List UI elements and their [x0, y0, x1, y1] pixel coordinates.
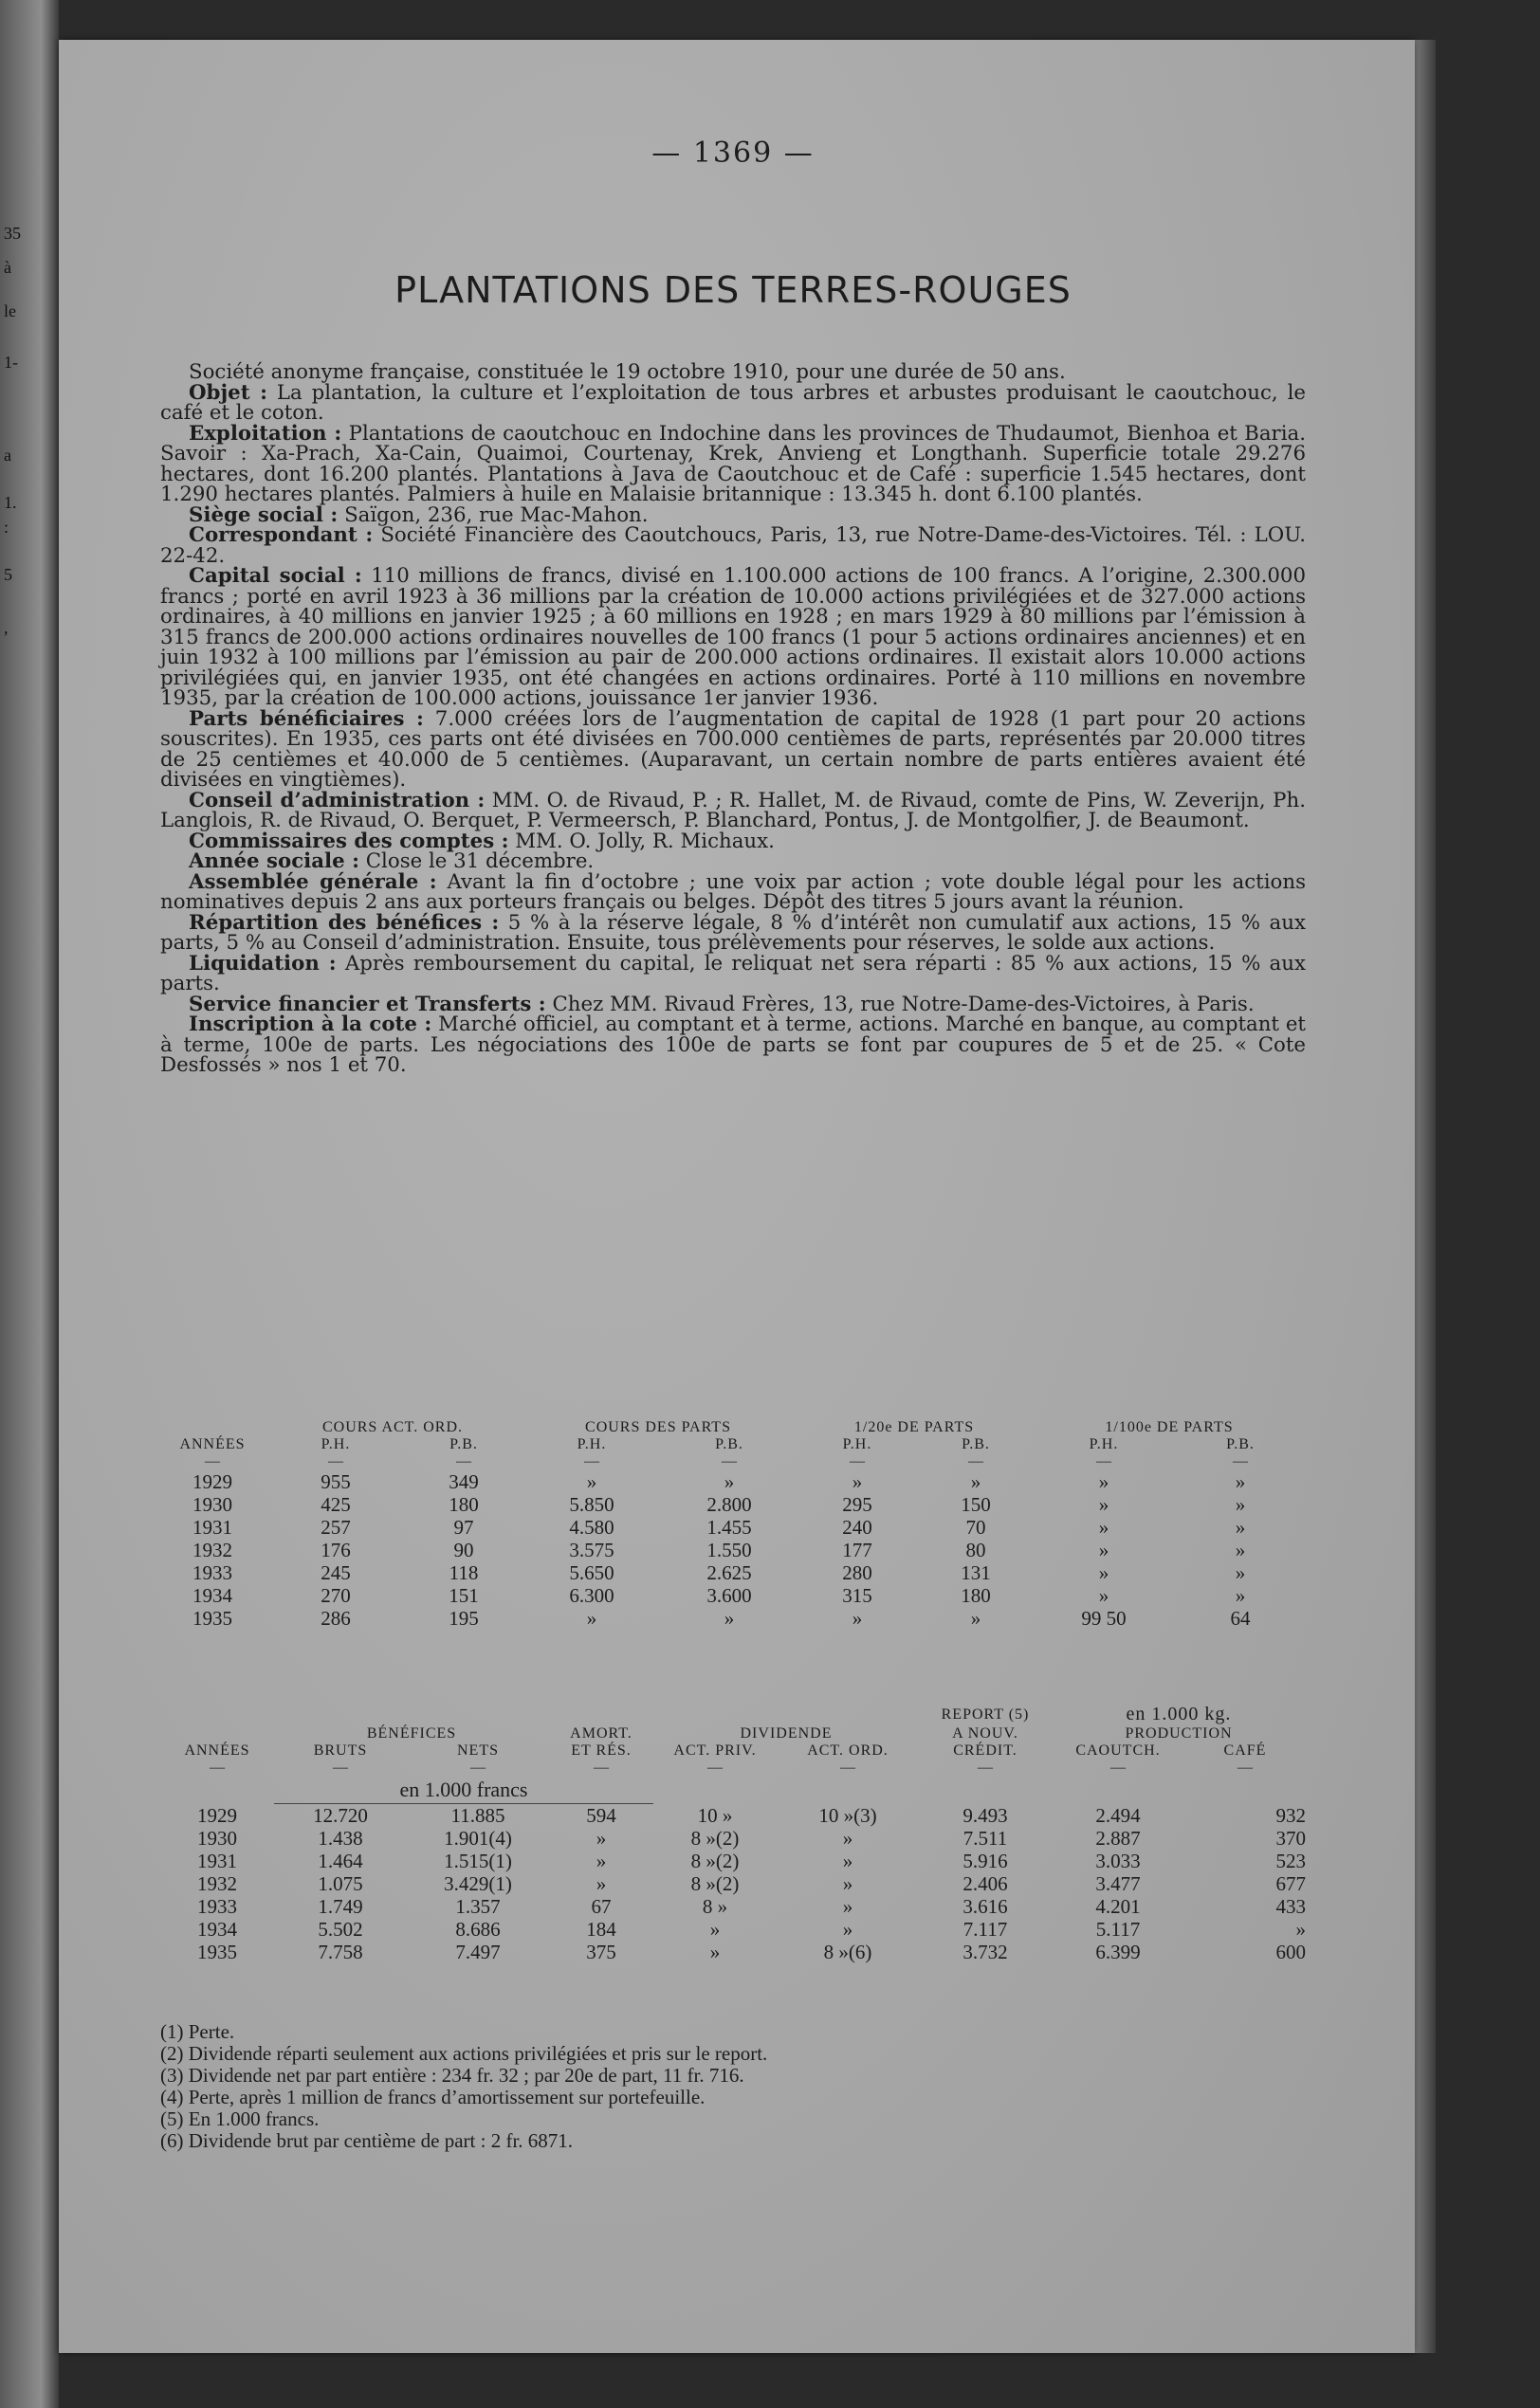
column-header: ANNÉES	[179, 1436, 246, 1452]
table-cell: »	[852, 1470, 863, 1493]
table-cell: 177	[842, 1539, 872, 1561]
table-cell: 1.749	[318, 1895, 363, 1918]
table-cell: 1.455	[706, 1516, 752, 1539]
table-cell: 3.429(1)	[444, 1872, 512, 1895]
column-group-header: DIVIDENDE	[740, 1725, 833, 1742]
column-header: P.H.	[577, 1436, 607, 1452]
table-cell: »	[842, 1850, 853, 1872]
table-cell: »	[1235, 1470, 1246, 1493]
table-row	[160, 1872, 1306, 1895]
dash: —	[210, 1760, 225, 1776]
table-row	[160, 1895, 1306, 1918]
table-cell: 7.511	[962, 1827, 1008, 1850]
table-cell: »	[970, 1470, 981, 1493]
prev-page-fragment: 35	[4, 224, 21, 243]
table-row	[160, 1827, 1306, 1850]
column-group-header: 1/20e DE PARTS	[853, 1419, 975, 1435]
page-edge-shadow	[1415, 40, 1436, 2353]
table-cell: 150	[961, 1493, 991, 1516]
table-cell: 3.575	[569, 1539, 614, 1561]
table-cell: 932	[1275, 1803, 1306, 1827]
table-cell: »	[842, 1827, 853, 1850]
table-cell: 2.406	[962, 1872, 1008, 1895]
table-cell: »	[586, 1470, 597, 1493]
table-cell: 3.616	[962, 1895, 1008, 1918]
table-cell: 1930	[197, 1827, 237, 1850]
column-group-header: BÉNÉFICES	[366, 1725, 457, 1742]
dash: —	[722, 1453, 737, 1469]
table-cell: 1.075	[318, 1872, 363, 1895]
column-header: P.H.	[321, 1436, 351, 1452]
paragraph-service-financier: Service financier et Transferts : Chez MM. Rivaud Frères, 13, rue Notre-Dame-des-Victoires, à Paris.	[189, 992, 1255, 1016]
table-cell: 1929	[192, 1470, 232, 1493]
table-row	[160, 1470, 1306, 1493]
page-title: PLANTATIONS DES TERRES-ROUGES	[394, 269, 1072, 311]
table-cell: 433	[1275, 1895, 1306, 1918]
table-cell: 80	[965, 1539, 986, 1561]
table-cell: 3.732	[962, 1941, 1008, 1963]
share-price-table	[160, 1419, 1306, 1630]
table-row	[160, 1850, 1306, 1872]
table-cell: 4.201	[1095, 1895, 1141, 1918]
table-cell: 8 »(2)	[690, 1872, 740, 1895]
table-cell: 10 »	[697, 1803, 733, 1827]
paragraph-objet: Objet : La plantation, la culture et l’exploitation de tous arbres et arbustes produisant le caoutchouc, le café et le coton.	[160, 380, 1306, 425]
column-group-header: AMORT.	[570, 1725, 632, 1742]
table-cell: 131	[961, 1561, 991, 1584]
prev-page-fragment: 5	[4, 565, 12, 584]
table-cell: 1932	[192, 1539, 232, 1561]
paragraph-conseil: Conseil d’administration : MM. O. de Rivaud, P. ; R. Hallet, M. de Rivaud, comte de Pins, W. Zeverijn, Ph. Langlois, R. de Rivaud, O. Berquet, P. Vermeersch, P. Blanchard, Pontus, J. de Montgolfier, J. de Beaumont.	[160, 788, 1306, 832]
table-dash-row	[160, 1453, 1306, 1470]
table-cell: »	[842, 1918, 853, 1941]
table-cell: 2.625	[706, 1561, 752, 1584]
table-row	[160, 1516, 1306, 1539]
table-cell: 677	[1275, 1872, 1306, 1895]
table-cell: 955	[321, 1470, 351, 1493]
footnote: (6) Dividende brut par centième de part : 2 fr. 6871.	[160, 2129, 574, 2152]
table-cell: 3.477	[1095, 1872, 1141, 1895]
prev-page-fragment: 1-	[4, 353, 18, 372]
table-cell: 370	[1275, 1827, 1306, 1850]
paragraph-liquidation: Liquidation : Après remboursement du capital, le reliquat net sera réparti : 85 % aux actions, 15 % aux parts.	[160, 951, 1306, 995]
prev-page-fragment: le	[4, 301, 16, 320]
table-cell: 5.502	[318, 1918, 363, 1941]
table-cell: 1933	[192, 1561, 232, 1584]
table-cell: 7.758	[318, 1941, 363, 1963]
table-cell: »	[852, 1607, 863, 1630]
column-top-header: en 1.000 kg.	[1126, 1704, 1232, 1724]
dash: —	[333, 1760, 348, 1776]
column-header: P.H.	[842, 1436, 872, 1452]
table-cell: 1.357	[455, 1895, 501, 1918]
table-cell: 151	[449, 1584, 479, 1607]
table-cell: 2.800	[706, 1493, 752, 1516]
table-cell: »	[1098, 1584, 1109, 1607]
table-cell: 3.600	[706, 1584, 752, 1607]
table-cell: »	[842, 1895, 853, 1918]
table-row	[160, 1804, 1306, 1828]
column-group-header: COURS DES PARTS	[585, 1419, 731, 1435]
dash: —	[968, 1453, 983, 1469]
column-header: P.B.	[962, 1436, 990, 1452]
table-cell: 523	[1275, 1850, 1306, 1872]
dash: —	[707, 1760, 723, 1776]
table-cell: 425	[321, 1493, 351, 1516]
column-header: BRUTS	[313, 1742, 368, 1759]
table-cell: 180	[449, 1493, 479, 1516]
table-cell: 195	[449, 1607, 479, 1630]
table-dash-row	[160, 1760, 1306, 1777]
column-group-header: COURS ACT. ORD.	[321, 1419, 464, 1435]
column-top-header: REPORT (5)	[941, 1706, 1030, 1723]
table-cell: »	[842, 1872, 853, 1895]
table-cell: 1.464	[318, 1850, 363, 1872]
share-price-rows	[160, 1470, 1306, 1630]
column-header: ACT. PRIV.	[673, 1742, 757, 1759]
table-cell: 1930	[192, 1493, 232, 1516]
table-cell: 280	[842, 1561, 872, 1584]
table-cell: 5.916	[962, 1850, 1008, 1872]
dash: —	[1110, 1760, 1126, 1776]
paragraph-correspondant: Correspondant : Société Financière des Caoutchoucs, Paris, 13, rue Notre-Dame-des-Victoires. Tél. : LOU. 22-42.	[160, 523, 1306, 568]
page-number: — 1369 —	[651, 137, 815, 170]
table-cell: »	[709, 1918, 721, 1941]
table-row	[160, 1561, 1306, 1584]
table-cell: »	[596, 1850, 607, 1872]
dash: —	[584, 1453, 599, 1469]
table-cell: »	[1235, 1561, 1246, 1584]
table-cell: 70	[965, 1516, 986, 1539]
table-cell: 1931	[192, 1516, 232, 1539]
column-header: CAOUTCH.	[1075, 1742, 1161, 1759]
table-cell: 295	[842, 1493, 872, 1516]
table-cell: »	[1098, 1561, 1109, 1584]
dash: —	[1238, 1760, 1253, 1776]
column-header: ACT. ORD.	[807, 1742, 889, 1759]
table-cell: 1934	[197, 1918, 237, 1941]
column-header: P.B.	[715, 1436, 743, 1452]
table-cell: »	[1098, 1493, 1109, 1516]
table-cell: 600	[1275, 1941, 1306, 1963]
table-cell: »	[1235, 1516, 1246, 1539]
table-cell: 1932	[197, 1872, 237, 1895]
table-cell: »	[1235, 1493, 1246, 1516]
table-cell: »	[1235, 1539, 1246, 1561]
table-cell: »	[1098, 1470, 1109, 1493]
column-header: P.B.	[449, 1436, 478, 1452]
table-cell: 1929	[197, 1803, 237, 1827]
table-cell: 64	[1230, 1607, 1251, 1630]
table-cell: 3.033	[1095, 1850, 1141, 1872]
table-cell: 349	[449, 1470, 479, 1493]
column-header: P.B.	[1226, 1436, 1255, 1452]
table-cell: »	[596, 1872, 607, 1895]
paragraph-parts-beneficiaires: Parts bénéficiaires : 7.000 créées lors de l’augmentation de capital de 1928 (1 part pour 20 actions souscrites). En 1935, ces parts ont été divisées en 700.000 centièmes de parts, représentés par 20.000 titres de 25 centièmes et 40.000 de 5 centièmes. (Auparavant, un certain nombre de parts entières avaient été divisées en vingtièmes).	[160, 706, 1306, 792]
table-cell: 270	[321, 1584, 351, 1607]
table-top-header-row	[160, 1704, 1306, 1725]
table-cell: »	[724, 1607, 735, 1630]
table-cell: 375	[586, 1941, 616, 1963]
table-cell: 184	[586, 1918, 616, 1941]
table-row	[160, 1918, 1306, 1941]
footnote: (5) En 1.000 francs.	[160, 2107, 320, 2130]
column-header: P.H.	[1089, 1436, 1119, 1452]
prev-page-fragment: ,	[4, 618, 9, 637]
table-cell: 8 »	[702, 1895, 728, 1918]
table-cell: 1.901(4)	[444, 1827, 512, 1850]
company-description	[160, 362, 1306, 1076]
table-cell: »	[1295, 1918, 1306, 1941]
column-header: CAFÉ	[1223, 1742, 1267, 1759]
table-cell: 11.885	[450, 1804, 505, 1827]
dash: —	[470, 1760, 486, 1776]
footnote: (1) Perte.	[160, 2020, 235, 2043]
table-group-header-row	[160, 1725, 1306, 1742]
table-cell: 7.497	[455, 1941, 501, 1963]
table-row	[160, 1584, 1306, 1607]
table-cell: 5.650	[569, 1561, 614, 1584]
table-cell: »	[1098, 1516, 1109, 1539]
table-cell: 1.550	[706, 1539, 752, 1561]
table-cell: 1933	[197, 1895, 237, 1918]
previous-page-edge	[0, 0, 59, 2408]
footnote: (2) Dividende réparti seulement aux actions privilégiées et pris sur le report.	[160, 2042, 768, 2065]
unit-label-row	[160, 1777, 1306, 1804]
table-cell: 176	[321, 1539, 351, 1561]
table-cell: »	[970, 1607, 981, 1630]
results-table	[160, 1704, 1306, 1963]
table-cell: 257	[321, 1516, 351, 1539]
table-cell: 6.399	[1095, 1941, 1141, 1963]
prev-page-fragment: 1.	[4, 493, 17, 512]
table-cell: 9.493	[962, 1803, 1008, 1827]
table-cell: 12.720	[313, 1804, 368, 1827]
table-cell: 180	[961, 1584, 991, 1607]
table-cell: 594	[586, 1804, 616, 1827]
table-cell: 1935	[192, 1607, 232, 1630]
table-cell: 6.300	[569, 1584, 614, 1607]
results-rows	[160, 1804, 1306, 1964]
prev-page-fragment: à	[4, 258, 11, 277]
paragraph-assemblee: Assemblée générale : Avant la fin d’octobre ; une voix par action ; vote double légal pour les actions nominatives depuis 2 ans aux porteurs français ou belges. Dépôt des titres 5 jours avant la réunion.	[160, 869, 1306, 914]
table-sub-header-row	[160, 1436, 1306, 1453]
table-cell: 97	[453, 1516, 474, 1539]
table-cell: 10 »(3)	[818, 1803, 877, 1827]
column-group-header: 1/100e DE PARTS	[1105, 1419, 1234, 1435]
table-row	[160, 1539, 1306, 1561]
table-cell: 1935	[197, 1941, 237, 1963]
column-header: CRÉDIT.	[953, 1742, 1018, 1759]
table-cell: 2.887	[1095, 1827, 1141, 1850]
table-cell: »	[724, 1470, 735, 1493]
table-cell: »	[1098, 1539, 1109, 1561]
footnote: (3) Dividende net par part entière : 234 fr. 32 ; par 20e de part, 11 fr. 716.	[160, 2064, 744, 2087]
table-cell: 8 »(6)	[823, 1941, 872, 1963]
paragraph-commissaires: Commissaires des comptes : MM. O. Jolly, R. Michaux.	[189, 829, 775, 853]
table-cell: 99 50	[1081, 1607, 1127, 1630]
table-cell: 1.438	[318, 1827, 363, 1850]
dash: —	[850, 1453, 865, 1469]
dash: —	[1096, 1453, 1111, 1469]
table-cell: 118	[449, 1561, 479, 1584]
table-cell: 8 »(2)	[690, 1850, 740, 1872]
table-cell: 8 »(2)	[690, 1827, 740, 1850]
column-header: NETS	[457, 1742, 499, 1759]
table-cell: 4.580	[569, 1516, 614, 1539]
dash: —	[456, 1453, 471, 1469]
paragraph-exploitation: Exploitation : Plantations de caoutchouc en Indochine dans les provinces de Thudaumot, Bienhoa et Baria. Savoir : Xa-Prach, Xa-Cain, Quaimoi, Courtenay, Krek, Anvieng et Longthanh. Superficie totale 29.276 hectares, dont 16.200 plantés. Plantations à Java de Caoutchouc et de Café : superficie 1.545 hectares, dont 1.290 hectares plantés. Palmiers à huile en Malaisie britannique : 13.345 h. dont 6.100 plantés.	[160, 421, 1306, 506]
table-row	[160, 1493, 1306, 1516]
table-cell: 2.494	[1095, 1803, 1141, 1827]
paragraph-capital-social: Capital social : 110 millions de francs, divisé en 1.100.000 actions de 100 francs. A l’origine, 2.300.000 francs ; porté en avril 1923 à 36 millions par la création de 10.000 actions privilégiées et de 327.000 actions ordinaires, à 40 millions en janvier 1925 ; à 60 millions en 1928 ; en mars 1929 à 80 millions par l’émission à 315 francs de 200.000 actions ordinaires nouvelles de 100 francs (1 pour 5 actions ordinaires anciennes) et en juin 1932 à 100 millions par l’émission au pair de 200.000 actions ordinaires. Il existait alors 10.000 actions privilégiées qui, en janvier 1935, ont été changées en actions ordinaires. Porté à 110 millions en novembre 1935, par la création de 100.000 actions, jouissance 1er janvier 1936.	[160, 564, 1306, 710]
column-group-header: PRODUCTION	[1125, 1725, 1233, 1742]
dash: —	[978, 1760, 993, 1776]
column-header: ET RÉS.	[571, 1742, 632, 1759]
table-cell: 286	[321, 1607, 351, 1630]
paragraph-annee-sociale: Année sociale : Close le 31 décembre.	[189, 849, 595, 873]
dash: —	[1233, 1453, 1248, 1469]
table-cell: 240	[842, 1516, 872, 1539]
table-cell: 1934	[192, 1584, 232, 1607]
table-cell: 5.117	[1095, 1918, 1141, 1941]
table-sub-header-row	[160, 1742, 1306, 1760]
table-cell: 8.686	[455, 1918, 501, 1941]
table-cell: 1931	[197, 1850, 237, 1872]
column-group-header: A NOUV.	[952, 1725, 1018, 1742]
table-cell: »	[1235, 1584, 1246, 1607]
footnote: (4) Perte, après 1 million de francs d’amortissement sur portefeuille.	[160, 2086, 706, 2108]
table-row	[160, 1607, 1306, 1630]
document-page	[59, 40, 1415, 2353]
unit-label: en 1.000 francs	[274, 1777, 653, 1804]
dash: —	[840, 1760, 855, 1776]
table-row	[160, 1941, 1306, 1963]
table-cell: 7.117	[962, 1918, 1008, 1941]
table-cell: 67	[591, 1895, 612, 1918]
prev-page-fragment: a	[4, 446, 11, 465]
dash: —	[328, 1453, 343, 1469]
paragraph-intro: Société anonyme française, constituée le 19 octobre 1910, pour une durée de 50 ans.	[189, 360, 1066, 384]
dash: —	[205, 1453, 220, 1469]
table-cell: 315	[842, 1584, 872, 1607]
table-cell: »	[586, 1607, 597, 1630]
table-cell: »	[596, 1827, 607, 1850]
table-cell: 5.850	[569, 1493, 614, 1516]
column-header: ANNÉES	[184, 1742, 250, 1759]
paragraph-repartition: Répartition des bénéfices : 5 % à la réserve légale, 8 % d’intérêt non cumulatif aux actions, 15 % aux parts, 5 % au Conseil d’administration. Ensuite, tous prélèvements pour réserves, le solde aux actions.	[160, 910, 1306, 955]
table-cell: 245	[321, 1561, 351, 1584]
table-cell: 90	[453, 1539, 474, 1561]
table-cell: 1.515(1)	[444, 1850, 512, 1872]
paragraph-inscription: Inscription à la cote : Marché officiel, au comptant et à terme, actions. Marché en banque, au comptant et à terme, 100e de parts. Les négociations des 100e de parts se font par coupures de 5 et de 25. « Cote Desfossés » nos 1 et 70.	[160, 1012, 1306, 1077]
footnotes	[160, 2021, 1306, 2152]
table-cell: »	[709, 1941, 721, 1963]
dash: —	[594, 1760, 609, 1776]
table-group-header-row	[160, 1419, 1306, 1436]
paragraph-siege-social: Siège social : Saïgon, 236, rue Mac-Mahon.	[189, 502, 649, 527]
prev-page-fragment: :	[4, 518, 9, 537]
